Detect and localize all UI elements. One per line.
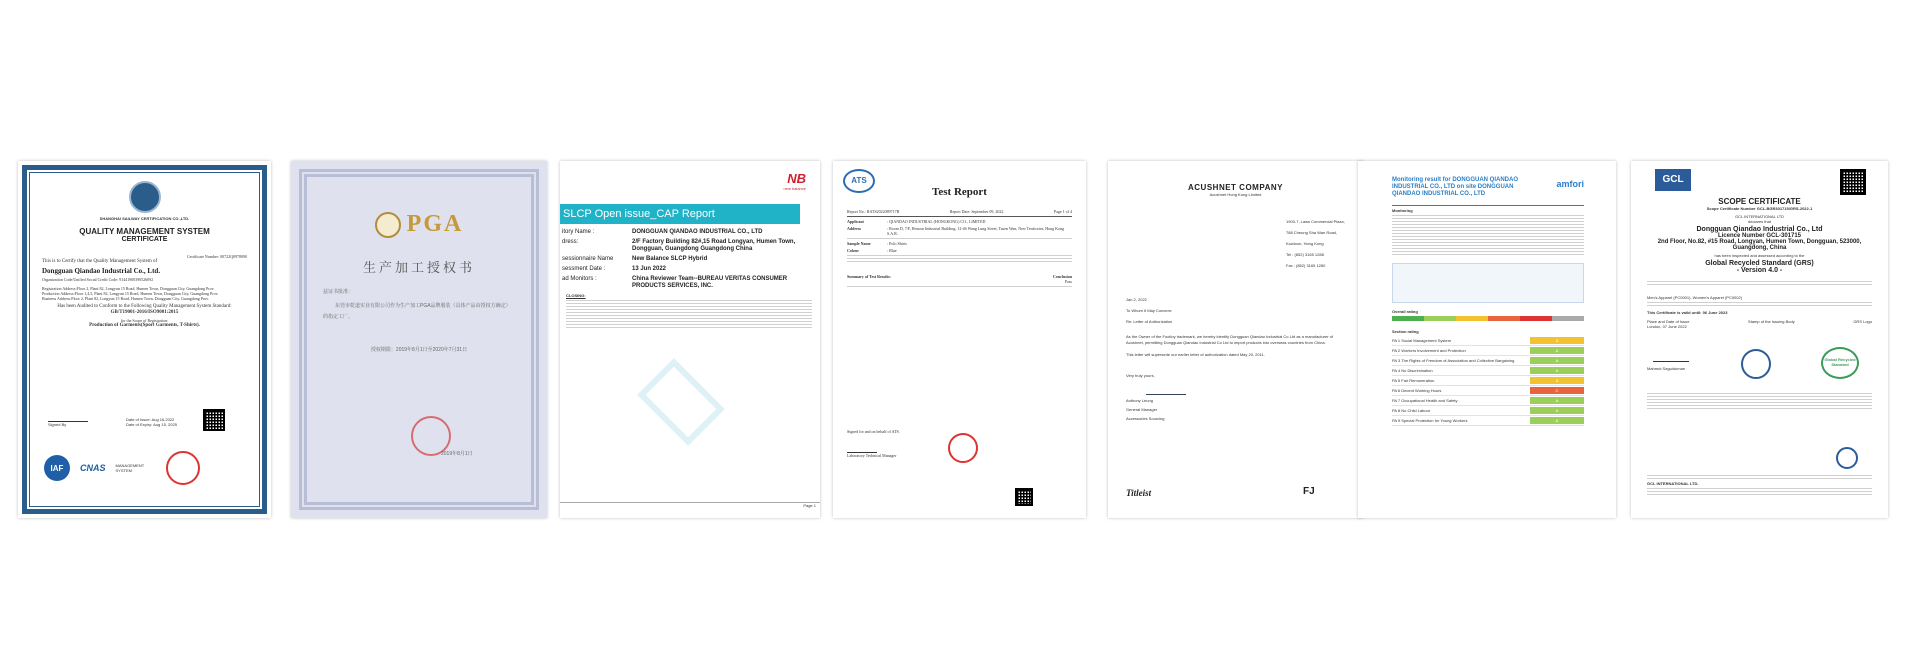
cert-number: Certificate Number: 00722Q0978090 [187, 254, 247, 259]
overall-rating-label: Overall rating [1392, 309, 1418, 314]
subject: Re: Letter of Authorization [1126, 319, 1173, 324]
new-balance-logo: NB new balance [783, 171, 806, 191]
report-date: Report Date: September 09, 2022 [949, 209, 1004, 214]
address-value: : Room D, 7/F, Honour Industrial Building, 12-46 Wang Lung Street, Tsuen Wan, New Territories, Hong Kong S.A.R. [887, 226, 1065, 236]
rating-row [1392, 396, 1584, 406]
conclusion-pass: Pass [1064, 279, 1072, 284]
applicant-value: : QIANDAO INDUSTRIAL (HONGKONG) CO., LIMITED [887, 219, 986, 224]
rating-row [1392, 336, 1584, 346]
gcl-logo: GCL [1655, 169, 1691, 191]
signature-icon [48, 411, 88, 422]
certificate-subtitle: CERTIFICATE [121, 236, 168, 243]
footer-issuer: GCL INTERNATIONAL LTD. [1647, 481, 1699, 486]
red-seal-icon [411, 416, 451, 456]
page-number: Page 1 [803, 503, 816, 508]
grs-logo-label: GRS Logo [1853, 319, 1872, 324]
colour-value: : Blue [887, 248, 897, 253]
expiry-date: Date of Expiry: Aug 15, 2025 [126, 422, 177, 427]
rating-row-label: PA 4 No Discrimination [1392, 368, 1433, 373]
monitors: China Reviewer Team--BUREAU VERITAS CONSUMER PRODUCTS SERVICES, INC. [632, 276, 788, 289]
org-code: Organization Code/Unified Social Credit Code: 91441900390526092 [42, 277, 154, 282]
report-title-bar [560, 204, 800, 224]
pga-emblem-icon [375, 212, 401, 238]
body-text: 东莞市乾道实业有限公司作为生产加工PGA品牌服装（具体产品由授权方确定）的指定工厂。 [323, 303, 511, 320]
audited-text: Has been Audited to Conform to the Following Quality Management System Standard: [57, 304, 232, 309]
rating-row [1392, 356, 1584, 366]
address-line: 1903-7, Laws Commercial Plaza, [1286, 219, 1345, 224]
iaf-logo: IAF [44, 455, 70, 481]
quality-management-certificate[interactable] [18, 161, 271, 518]
gcl-scope-certificate[interactable] [1631, 161, 1888, 518]
section-rating-table [1392, 336, 1584, 426]
acushnet-authorization-letter[interactable] [1108, 161, 1363, 518]
rating-row-label: PA 8 No Child Labour [1392, 408, 1431, 413]
rating-row-label: PA 3 The Rights of Freedom of Association and Collective Bargaining [1392, 358, 1515, 363]
rating-grade: A [1530, 337, 1584, 344]
result-title: Monitoring result for DONGGUAN QIANDAO INDUSTRIAL CO., LTD on site DONGGUAN QIANDAO INDUSTRIAL CO., LTD [1392, 177, 1518, 197]
amfori-monitoring-result[interactable] [1358, 161, 1616, 518]
scope-label: for the Scope of Registration: [120, 318, 169, 323]
declares: declares that [1748, 219, 1771, 224]
report-title: SLCP Open issue_CAP Report [563, 208, 715, 220]
watermark-icon [637, 358, 725, 446]
company-address: 2nd Floor, No.82, #15 Road, Longyan, Humen Town, Dongguan, 523000, Guangdong, China [1657, 239, 1862, 251]
ats-logo: ATS [843, 169, 875, 193]
report-number: Report No.: RATS2022089717B [847, 209, 900, 214]
titleist-logo: Titleist [1126, 488, 1152, 498]
registration-address: Registration Address:Floor 2, Plant 82, Longyun 15 Road, Humen Town, Dongguan City, Guangdong Prov. [42, 286, 215, 291]
field-label: sessment Date : [562, 266, 606, 272]
stamp-label: Stamp of the Issuing Body [1748, 319, 1795, 324]
rating-row [1392, 376, 1584, 386]
qr-code-icon [203, 409, 225, 431]
rating-grade: A [1530, 397, 1584, 404]
intro-text: 兹证书批准： [323, 289, 354, 295]
business-address: Business Address:Floor 2, Plant 82, Longyun 15 Road, Humen Town, Dongguan City, Guangdong Prov. [42, 296, 210, 301]
company-sub: Acushnet Hong Kong Limited [1209, 192, 1262, 197]
amfori-logo: amfori [1556, 179, 1584, 189]
signed-by: Signed By [48, 422, 67, 427]
ias-seal-icon [1836, 447, 1858, 469]
rating-grade: C [1530, 387, 1584, 394]
conclusion-label: Conclusion [1052, 274, 1072, 279]
salutation: To Whom It May Concern: [1126, 308, 1173, 313]
address-label: Address [847, 226, 861, 231]
place-label: Place and Date of Issue [1647, 319, 1690, 324]
scope-text: Production of Garments(Sport Garments, T-Shirts). [89, 323, 200, 328]
signer-role-2: Accessories Sourcing [1126, 416, 1165, 421]
certify-text: This is to Certify that the Quality Management System of [42, 259, 158, 264]
summary-label: Summary of Test Results: [847, 274, 891, 279]
company-name: Dongguan Qiandao Industrial Co., Ltd [1696, 226, 1823, 233]
signer-name: Anthony Leung [1126, 398, 1153, 403]
rating-row-label: PA 6 Decent Working Hours [1392, 388, 1442, 393]
rating-row-label: PA 2 Workers Involvement and Protection [1392, 348, 1466, 353]
factory-address: 2/F Factory Building 82#,15 Road Longyan, Humen Town, Dongguan, Guangdong Guangdong China [632, 239, 796, 252]
gcl-stamp-icon [1741, 349, 1771, 379]
pga-logo: PGA [406, 211, 464, 237]
qr-code-icon [1840, 169, 1866, 195]
sample-name-label: Sample Name [847, 241, 871, 246]
issue-date: Date of Issue: Aug 16,2022 [126, 417, 175, 422]
rating-row-label: PA 7 Occupational Health and Safety [1392, 398, 1458, 403]
manager-title: Laboratory Technical Manager [847, 453, 897, 458]
page-number: Page 1 of 4 [1053, 209, 1072, 214]
standard: GB/T19001-2016/ISO9001:2015 [110, 310, 179, 315]
rating-grade: A [1530, 407, 1584, 414]
validity-text: 授权期限：2019年8月1日至2020年7月31日 [370, 347, 468, 353]
standard-name: Global Recycled Standard (GRS) [1705, 260, 1814, 267]
rating-row [1392, 386, 1584, 396]
overall-rating-bar [1392, 316, 1584, 321]
certificate-number: Scope Certificate Number GCL-BGR301715/GRS-2022-1 [1706, 206, 1813, 211]
rating-row-label: PA 9 Special Protection for Young Workers [1392, 418, 1468, 423]
signer-name: Mahmut Saguiduman [1647, 366, 1686, 371]
products-list: Men's Apparel (PC0001), Women's Apparel (PC0002) [1647, 295, 1743, 300]
assessment-date: 13 Jun 2022 [632, 266, 667, 272]
address-line: 788 Cheung Sha Wan Road, [1286, 230, 1337, 235]
rating-row [1392, 416, 1584, 426]
sailway-logo-icon [129, 181, 161, 213]
rating-grade: A [1530, 357, 1584, 364]
letter-body: As the Owner of the Footloy trademark, we hereby identify Dongguan Qiandao Industrial Co Ltd as a manufacturer of Acushnet, permitting Dongguan Qiandao Industrial Co Ltd to import products into overseas countries from China. [1126, 334, 1334, 345]
rating-row [1392, 346, 1584, 356]
sailway-mark: MANAGEMENT SYSTEM [115, 463, 145, 473]
rating-grade: A [1530, 367, 1584, 374]
grs-logo-icon: Global Recycled Standard [1821, 347, 1859, 379]
field-label: sessionnaire Name [562, 256, 614, 262]
sample-name-value: : Polo Shirts [887, 241, 907, 246]
production-address: Production Address:Floor 1,4,5, Plant 82, Longyun 15 Road, Humen Town, Dongguan City, Guangdong Prov. [42, 291, 219, 296]
company-name: ACUSHNET COMPANY [1188, 183, 1283, 192]
red-seal-icon [948, 433, 978, 463]
field-label: dress: [562, 239, 579, 245]
signature-icon [1653, 351, 1689, 362]
issuer: GCL INTERNATIONAL LTD [1734, 214, 1785, 219]
ats-test-report[interactable] [833, 161, 1086, 518]
pga-authorization-letter[interactable] [291, 161, 547, 518]
field-label: itory Name : [562, 229, 595, 235]
license-number: Licence Number GCL-301715 [1717, 233, 1802, 239]
qr-code-icon [1015, 488, 1033, 506]
address-line: Kowloon, Hong Kong [1286, 241, 1324, 246]
rating-row [1392, 406, 1584, 416]
factory-name: DONGGUAN QIANDAO INDUSTRIAL CO., LTD [632, 229, 763, 235]
colour-label: Colour [847, 248, 859, 253]
signer-role: General Manager [1126, 407, 1158, 412]
document-title: 生产加工授权书 [362, 259, 475, 275]
rating-grade: A [1530, 347, 1584, 354]
certificate-title: SCOPE CERTIFICATE [1718, 197, 1801, 206]
standard-version: - Version 4.0 - [1736, 267, 1783, 274]
rating-row-label: PA 5 Fair Remuneration [1392, 378, 1435, 383]
signature-icon [847, 444, 877, 453]
info-box [1392, 263, 1584, 303]
sign-date: 2019年8月1日 [441, 451, 473, 457]
place-value: London, 07 June 2022 [1647, 324, 1687, 329]
rating-grade: A [1530, 417, 1584, 424]
section-rating-label: Section rating [1392, 329, 1419, 334]
rating-row [1392, 366, 1584, 376]
slcp-cap-report[interactable] [560, 161, 820, 518]
section-label: Monitoring [1392, 208, 1413, 213]
letter-date: Jan 2, 2022 [1126, 297, 1147, 302]
fj-logo: FJ [1303, 486, 1315, 497]
rating-row-label: PA 1 Social Management System [1392, 338, 1452, 343]
closing: Very truly yours, [1126, 373, 1155, 378]
closing-label: CLOSING: [566, 293, 586, 298]
signed-for: Signed for and on behalf of ATS. [847, 429, 900, 434]
letter-body-2: This letter will supersede our earlier letter of authorization dated May 20, 2011. [1126, 352, 1265, 357]
field-label: ad Monitors : [562, 276, 597, 282]
applicant-label: Applicant [847, 219, 864, 224]
certificate-title: QUALITY MANAGEMENT SYSTEM [79, 227, 210, 236]
questionnaire-name: New Balance SLCP Hybrid [632, 256, 708, 262]
company-name: Dongguan Qiandao Industrial Co., Ltd. [42, 267, 161, 275]
issuer-header: SHANGHAI SAILWAY CERTIFICATION CO.,LTD. [99, 216, 190, 221]
cnas-logo: CNAS [80, 463, 106, 473]
report-title: Test Report [932, 186, 987, 198]
telephone: Tel : (852) 3165 1288 [1286, 252, 1324, 257]
assessed-text: has been inspected and assessed according to the [1714, 253, 1805, 258]
fax: Fax : (852) 3165 1280 [1286, 263, 1326, 268]
red-seal-icon [166, 451, 200, 485]
signature-icon [1146, 380, 1186, 395]
rating-grade: A [1530, 377, 1584, 384]
validity: This Certificate is valid until: 06 June 2023 [1647, 310, 1728, 315]
